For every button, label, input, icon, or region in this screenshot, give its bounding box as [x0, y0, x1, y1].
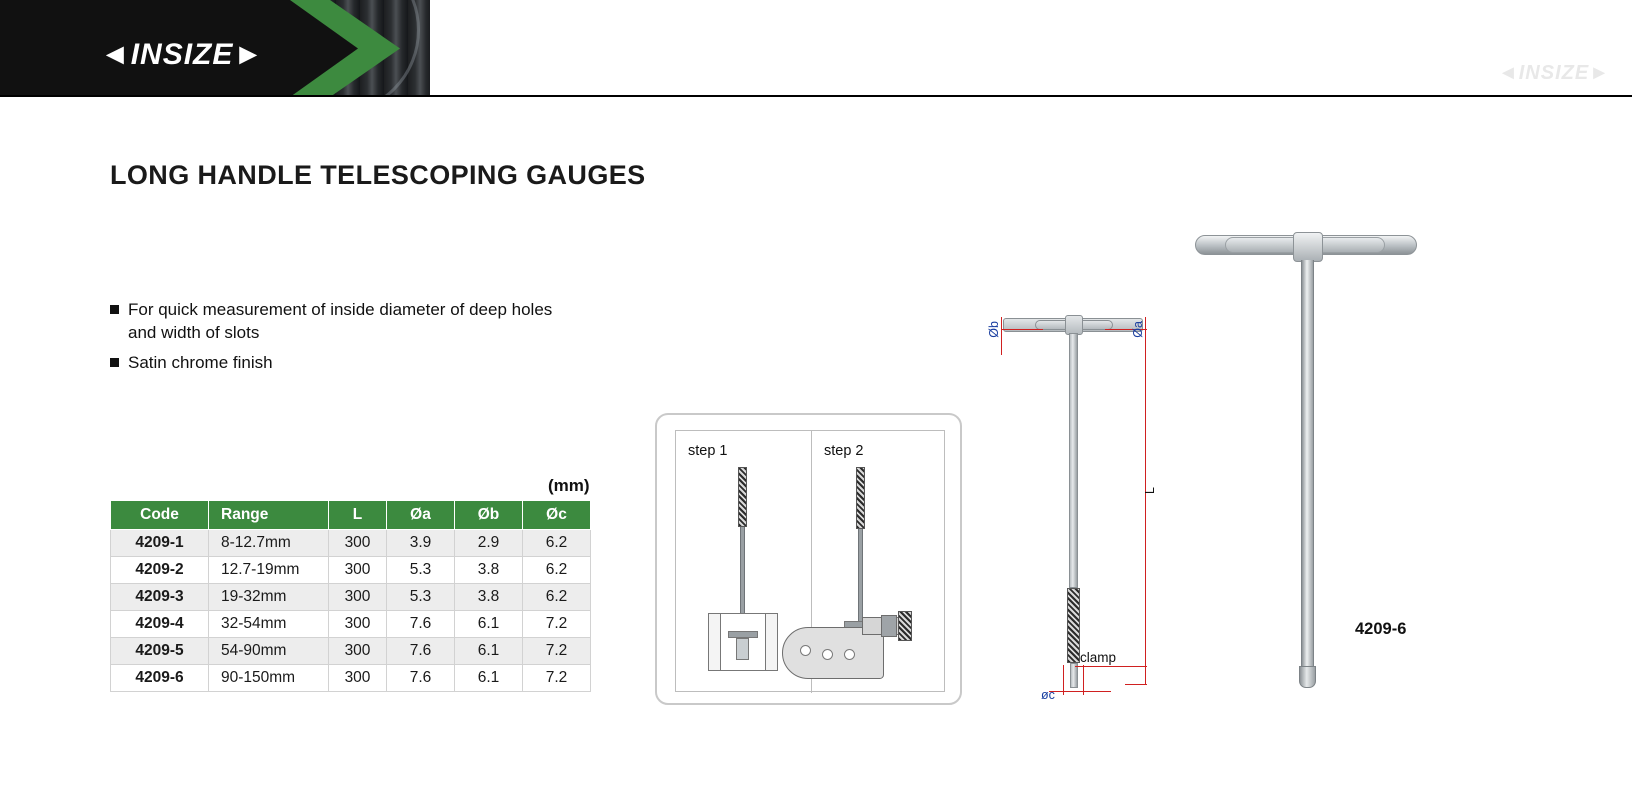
- page-header: [0, 0, 1632, 97]
- feature-text: Satin chrome finish: [128, 352, 273, 372]
- cell-code: 4209-5: [111, 638, 209, 665]
- logo-right-arrow-icon: ►: [233, 38, 265, 71]
- dim-ext-line-c-right: [1083, 665, 1084, 695]
- table-row: [111, 584, 591, 611]
- watermark-right-arrow-icon: ►: [1589, 62, 1610, 84]
- cell-code: 4209-4: [111, 611, 209, 638]
- table-header-ob: Øb: [455, 501, 523, 530]
- cell-l: 300: [329, 530, 387, 557]
- clamp-label: clamp: [1080, 650, 1117, 665]
- table-header-oc: Øc: [523, 501, 591, 530]
- dim-ext-line-b: [1001, 317, 1002, 355]
- product-handle-hub: [1293, 232, 1323, 262]
- usage-steps-illustration: [655, 413, 962, 705]
- cell-oc: 7.2: [523, 638, 591, 665]
- drawing-shaft: [1069, 333, 1078, 588]
- square-bullet-icon: [110, 358, 119, 367]
- insize-watermark: [1498, 62, 1610, 85]
- cell-ob: 6.1: [455, 611, 523, 638]
- page-title: LONG HANDLE TELESCOPING GAUGES: [110, 160, 646, 190]
- specification-table: [110, 500, 591, 692]
- cell-oa: 5.3: [387, 557, 455, 584]
- dim-label-L: L: [1143, 487, 1157, 494]
- cell-oa: 7.6: [387, 638, 455, 665]
- cell-l: 300: [329, 665, 387, 692]
- list-item: [110, 298, 580, 345]
- cell-ob: 2.9: [455, 530, 523, 557]
- micrometer-frame-hole-icon: [800, 645, 811, 656]
- watermark-left-arrow-icon: ◄: [1497, 62, 1519, 84]
- cell-oc: 6.2: [523, 584, 591, 611]
- cell-code: 4209-1: [111, 530, 209, 557]
- cell-ob: 3.8: [455, 584, 523, 611]
- feature-list: [110, 298, 580, 380]
- step1-knurl-grip-icon: [738, 467, 747, 527]
- dim-line-L: [1145, 329, 1146, 685]
- product-shaft: [1301, 260, 1314, 670]
- cell-range: 12.7-19mm: [209, 557, 329, 584]
- cell-ob: 6.1: [455, 638, 523, 665]
- step2-knurl-grip-icon: [856, 467, 865, 529]
- cell-oc: 6.2: [523, 557, 591, 584]
- logo-text: INSIZE: [130, 38, 234, 71]
- table-header-row: [111, 501, 591, 530]
- drawing-knurled-clamp-icon: [1067, 588, 1080, 663]
- dim-arrow-L-bottom: [1125, 684, 1147, 685]
- cell-range: 54-90mm: [209, 638, 329, 665]
- table-header-code: Code: [111, 501, 209, 530]
- micrometer-thimble-icon: [881, 615, 897, 637]
- cell-l: 300: [329, 557, 387, 584]
- watermark-text: INSIZE: [1518, 62, 1590, 84]
- step2-label: step 2: [824, 443, 864, 459]
- dim-label-oa: Øa: [1131, 321, 1145, 338]
- cell-code: 4209-3: [111, 584, 209, 611]
- dim-label-oc: øc: [1041, 688, 1055, 702]
- cell-oa: 3.9: [387, 530, 455, 557]
- unit-note: (mm): [548, 476, 590, 495]
- table-row: [111, 611, 591, 638]
- cell-code: 4209-2: [111, 557, 209, 584]
- table-row: [111, 665, 591, 692]
- table-row: [111, 557, 591, 584]
- step1-label: step 1: [688, 443, 728, 459]
- cell-l: 300: [329, 584, 387, 611]
- feature-text: For quick measurement of inside diameter of deep holes and width of slots: [128, 300, 553, 343]
- dim-ext-line-c-left: [1063, 665, 1064, 695]
- logo-left-arrow-icon: ◄: [100, 38, 131, 71]
- cell-ob: 6.1: [455, 665, 523, 692]
- table-row: [111, 638, 591, 665]
- step1-anvil-icon: [728, 631, 758, 638]
- cell-l: 300: [329, 611, 387, 638]
- cell-range: 90-150mm: [209, 665, 329, 692]
- cell-oa: 5.3: [387, 584, 455, 611]
- cell-range: 19-32mm: [209, 584, 329, 611]
- step2-rod-icon: [858, 529, 863, 625]
- cell-oa: 7.6: [387, 611, 455, 638]
- cell-oc: 7.2: [523, 665, 591, 692]
- table-header-oa: Øa: [387, 501, 455, 530]
- insize-logo: [100, 38, 264, 72]
- dim-label-ob: Øb: [987, 321, 1001, 338]
- dimension-drawing: [975, 225, 1205, 705]
- clamp-leader-line: [1075, 666, 1147, 667]
- step1-plunger-icon: [736, 638, 749, 660]
- micrometer-ratchet-icon: [898, 611, 912, 641]
- cell-oc: 7.2: [523, 611, 591, 638]
- cell-l: 300: [329, 638, 387, 665]
- table-row: [111, 530, 591, 557]
- steps-inner-frame: [675, 430, 945, 692]
- drawing-handle-hub: [1065, 315, 1083, 335]
- dim-arrow-b: [1001, 329, 1043, 330]
- micrometer-frame-hole-icon: [822, 649, 833, 660]
- header-divider: [0, 95, 1632, 97]
- cell-code: 4209-6: [111, 665, 209, 692]
- list-item: [110, 351, 580, 374]
- product-code-label: 4209-6: [1355, 620, 1407, 638]
- square-bullet-icon: [110, 305, 119, 314]
- micrometer-frame-hole-icon: [844, 649, 855, 660]
- table-header-l: L: [329, 501, 387, 530]
- table-header-range: Range: [209, 501, 329, 530]
- cell-range: 32-54mm: [209, 611, 329, 638]
- cell-range: 8-12.7mm: [209, 530, 329, 557]
- cell-ob: 3.8: [455, 557, 523, 584]
- product-measuring-tip: [1299, 666, 1316, 688]
- cell-oc: 6.2: [523, 530, 591, 557]
- cell-oa: 7.6: [387, 665, 455, 692]
- dim-line-c: [1049, 691, 1111, 692]
